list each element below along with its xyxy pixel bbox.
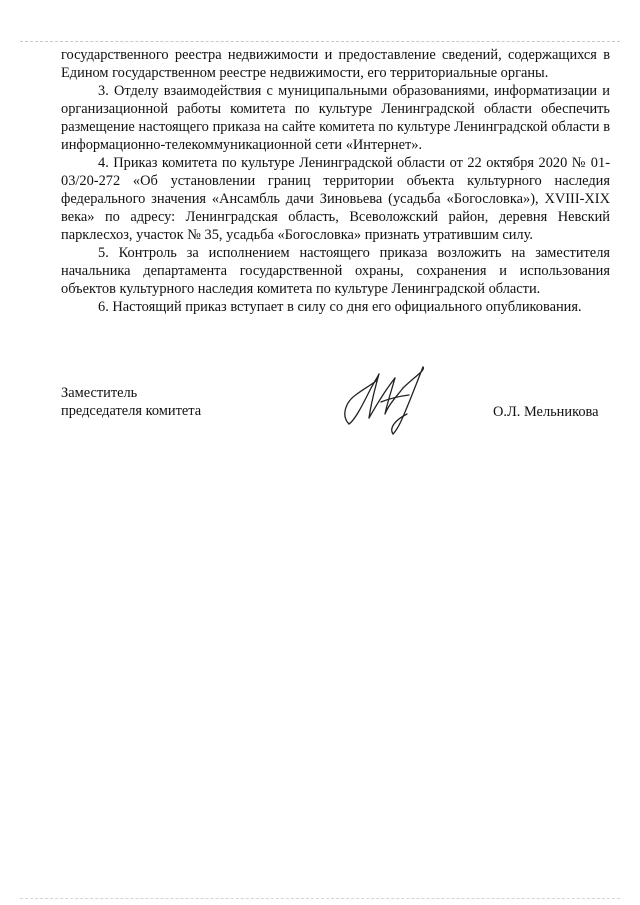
paragraph-6: 6. Настоящий приказ вступает в силу со дня его официального опубликования.: [98, 299, 582, 315]
page-top-divider: [20, 41, 620, 42]
paragraph-3: 3. Отделу взаимодействия с муниципальными образованиями, информатизации и организационной работы комитета по культуре Ленинградской области обеспечить размещение настоящего приказа на сайте комитета по культуре Ленинградской области в информационно-телекоммуникационной сети «Интернет».: [61, 83, 610, 153]
paragraph-continuation: государственного реестра недвижимости и предоставление сведений, содержащихся в Едином государственном реестре недвижимости, его территориальные органы.: [61, 47, 610, 81]
paragraph-4: 4. Приказ комитета по культуре Ленинградской области от 22 октября 2020 № 01-03/20-272 «Об установлении границ территории объекта культурного наследия федерального значения «Ансамбль дачи Зиновьева (усадьба «Богословка»), XVIII-XIX века» по адресу: Ленинградская область, Всеволожский район, деревня Невский парклесхоз, участок № 35, усадьба «Богословка» признать утратившим силу.: [61, 155, 610, 243]
page-bottom-divider: [20, 898, 620, 899]
signatory-name: О.Л. Мельникова: [493, 404, 599, 420]
signatory-title: [61, 384, 201, 420]
document-body: [61, 46, 610, 316]
handwritten-signature: [335, 358, 447, 442]
signatory-title-line2: председателя комитета: [61, 403, 202, 419]
signatory-title-line1: Заместитель: [61, 385, 138, 401]
paragraph-5: 5. Контроль за исполнением настоящего приказа возложить на заместителя начальника департамента государственной охраны, сохранения и использования объектов культурного наследия комитета по культуре Ленинградской области.: [61, 245, 610, 297]
